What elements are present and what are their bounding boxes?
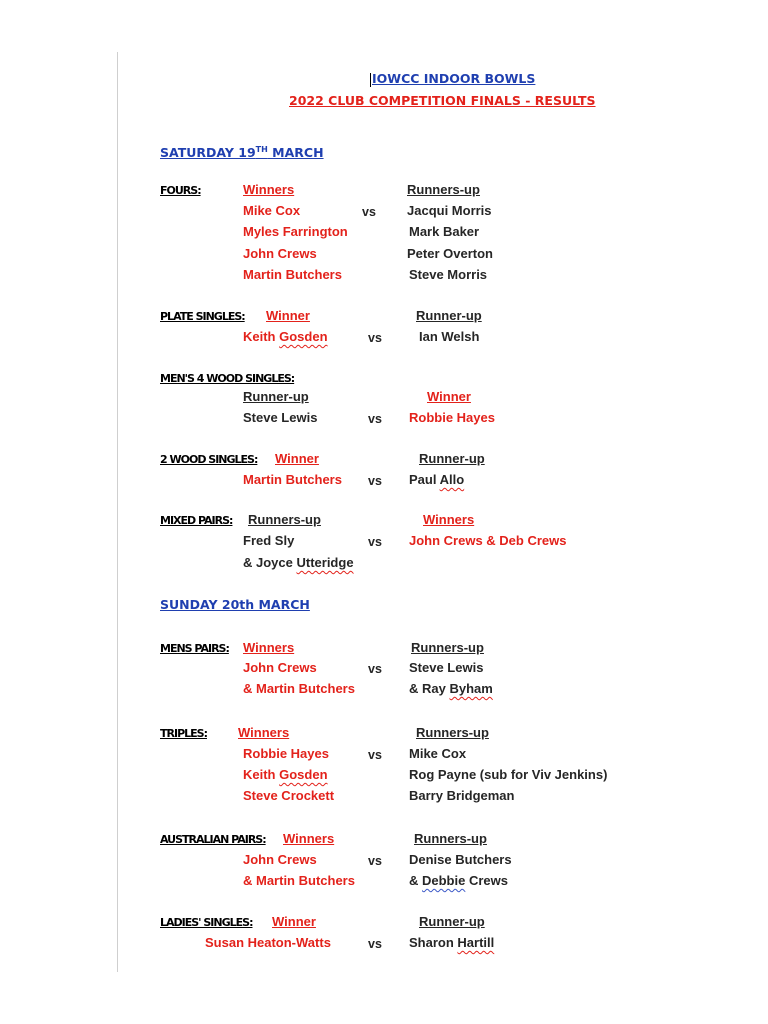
aus-pairs-winner-2: & Martin Butchers: [243, 873, 355, 888]
mens4-winner-name: Robbie Hayes: [409, 410, 495, 425]
mens-pairs-winners-label: Winners: [243, 640, 295, 655]
fours-runner-4: Steve Morris: [409, 267, 488, 282]
two-wood-runner-label: Runner-up: [419, 451, 485, 466]
plate-category: PLATE SINGLES:: [160, 310, 245, 323]
triples-category: TRIPLES:: [160, 727, 207, 740]
mens-pairs-runner-1: Steve Lewis: [409, 660, 484, 675]
fours-winners-label: Winners: [243, 182, 295, 197]
ladies-vs: vs: [368, 937, 382, 951]
document-subtitle: 2022 CLUB COMPETITION FINALS - RESULTS: [289, 93, 596, 108]
two-wood-winner-name: Martin Butchers: [243, 472, 342, 487]
plate-winner-name: Keith Gosden: [243, 329, 328, 344]
mixed-winners-names: John Crews & Deb Crews: [409, 533, 567, 548]
ladies-winner-label: Winner: [272, 914, 316, 929]
mixed-runners-label: Runners-up: [248, 512, 321, 527]
triples-winner-1: Robbie Hayes: [243, 746, 329, 761]
aus-pairs-vs: vs: [368, 854, 382, 868]
mens4-category: MEN'S 4 WOOD SINGLES:: [160, 372, 295, 385]
triples-winner-3: Steve Crockett: [243, 788, 335, 803]
aus-pairs-winners-label: Winners: [283, 831, 335, 846]
mixed-vs: vs: [368, 535, 382, 549]
ladies-category: LADIES' SINGLES:: [160, 916, 253, 929]
plate-vs: vs: [368, 331, 382, 345]
mens-pairs-winner-2: & Martin Butchers: [243, 681, 355, 696]
mens4-winner-label: Winner: [427, 389, 471, 404]
triples-runner-3: Barry Bridgeman: [409, 788, 515, 803]
two-wood-runner-name: Paul Allo: [409, 472, 465, 487]
fours-runner-3: Peter Overton: [407, 246, 493, 261]
aus-pairs-runner-1: Denise Butchers: [409, 852, 512, 867]
ladies-runner-label: Runner-up: [419, 914, 485, 929]
triples-vs: vs: [368, 748, 382, 762]
aus-pairs-runner-2: & Debbie Crews: [409, 873, 508, 888]
aus-pairs-category: AUSTRALIAN PAIRS:: [160, 833, 266, 846]
mixed-winners-label: Winners: [423, 512, 475, 527]
mens4-runner-label: Runner-up: [243, 389, 309, 404]
two-wood-winner-label: Winner: [275, 451, 319, 466]
fours-runner-1: Jacqui Morris: [407, 203, 492, 218]
plate-winner-label: Winner: [266, 308, 310, 323]
aus-pairs-runners-label: Runners-up: [414, 831, 487, 846]
mens-pairs-category: MENS PAIRS:: [160, 642, 229, 655]
mens-pairs-runner-2: & Ray Byham: [409, 681, 493, 696]
aus-pairs-winner-1: John Crews: [243, 852, 317, 867]
mens-pairs-vs: vs: [368, 662, 382, 676]
ladies-winner-name: Susan Heaton-Watts: [205, 935, 331, 950]
two-wood-category: 2 WOOD SINGLES:: [160, 453, 258, 466]
fours-runners-label: Runners-up: [407, 182, 480, 197]
mixed-runner-2: & Joyce Utteridge: [243, 555, 354, 570]
triples-runner-2: Rog Payne (sub for Viv Jenkins): [409, 767, 608, 782]
triples-runner-1: Mike Cox: [409, 746, 467, 761]
fours-winner-2: Myles Farrington: [243, 224, 348, 239]
triples-runners-label: Runners-up: [416, 725, 489, 740]
saturday-heading: SATURDAY 19TH MARCH: [160, 145, 324, 161]
triples-winners-label: Winners: [238, 725, 290, 740]
two-wood-vs: vs: [368, 474, 382, 488]
fours-runner-2: Mark Baker: [409, 224, 480, 239]
mens4-runner-name: Steve Lewis: [243, 410, 318, 425]
fours-vs: vs: [362, 205, 376, 219]
mixed-category: MIXED PAIRS:: [160, 514, 233, 527]
triples-winner-2: Keith Gosden: [243, 767, 328, 782]
page-margin-line: [117, 52, 118, 972]
mixed-runner-1: Fred Sly: [243, 533, 295, 548]
plate-runner-name: Ian Welsh: [419, 329, 480, 344]
document-title: IOWCC INDOOR BOWLS: [372, 71, 536, 86]
mens-pairs-runners-label: Runners-up: [411, 640, 484, 655]
fours-winner-1: Mike Cox: [243, 203, 301, 218]
mens4-vs: vs: [368, 412, 382, 426]
text-cursor: [370, 73, 371, 87]
sunday-heading: SUNDAY 20th MARCH: [160, 597, 310, 612]
plate-runner-label: Runner-up: [416, 308, 482, 323]
fours-winner-3: John Crews: [243, 246, 317, 261]
ladies-runner-name: Sharon Hartill: [409, 935, 495, 950]
mens-pairs-winner-1: John Crews: [243, 660, 317, 675]
fours-winner-4: Martin Butchers: [243, 267, 342, 282]
fours-category: FOURS:: [160, 184, 201, 197]
